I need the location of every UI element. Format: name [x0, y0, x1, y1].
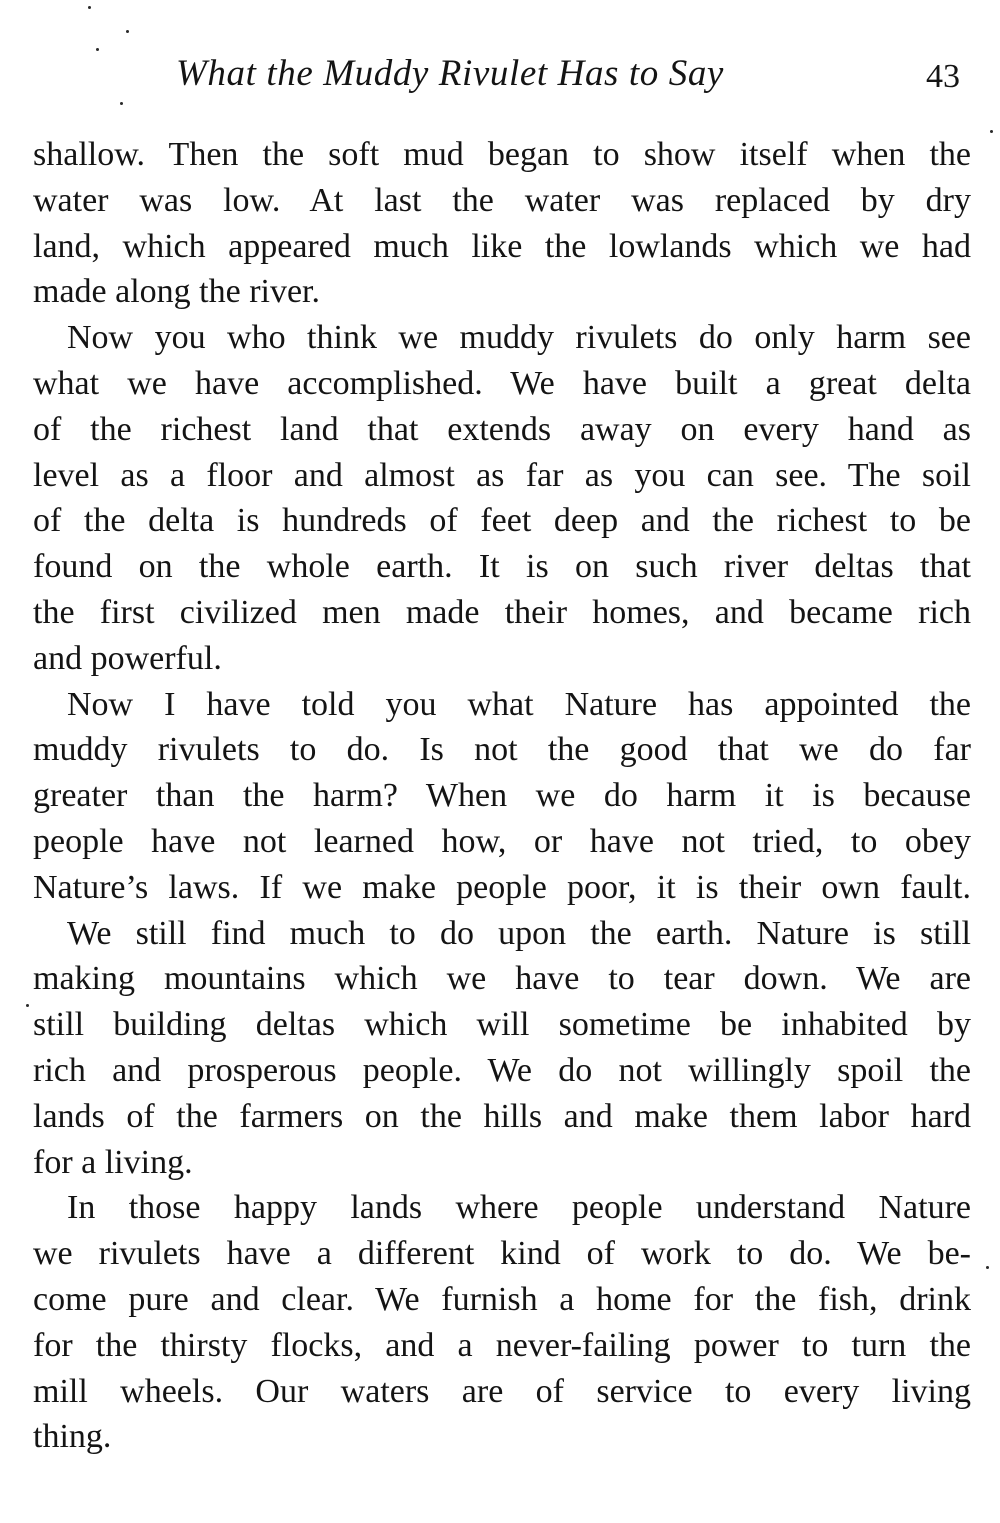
text-line: mill wheels. Our waters are of service to every living — [33, 1372, 971, 1410]
text-line: water was low. At last the water was replaced by dry — [33, 181, 971, 219]
print-speck — [88, 6, 91, 9]
text-line: shallow. Then the soft mud began to show itself when the — [33, 136, 971, 173]
paragraph-3 — [33, 682, 971, 911]
text-line: greater than the harm? When we do harm it is because — [33, 777, 971, 815]
text-line: of the richest land that extends away on every hand as — [33, 410, 971, 448]
text-line: We still find much to do upon the earth. Nature is still — [67, 914, 971, 952]
paragraph-4 — [33, 911, 971, 1186]
text-line: come pure and clear. We furnish a home for the fish, drink — [33, 1280, 971, 1318]
text-line: land, which appeared much like the lowlands which we had — [33, 227, 971, 265]
text-line: rich and prosperous people. We do not willingly spoil the — [33, 1051, 971, 1089]
print-speck — [986, 1266, 989, 1269]
running-title: What the Muddy Rivulet Has to Say — [176, 53, 724, 94]
text-line: making mountains which we have to tear down. We are — [33, 960, 971, 998]
text-line: level as a floor and almost as far as you can see. The soil — [33, 456, 971, 494]
page-number: 43 — [926, 58, 960, 95]
text-line: thing. — [33, 1418, 112, 1456]
text-line: still building deltas which will sometime be inhabited by — [33, 1006, 971, 1044]
text-line: the first civilized men made their homes, and became rich — [33, 593, 971, 631]
text-line: made along the river. — [33, 273, 321, 311]
print-speck — [990, 130, 993, 133]
text-line: Nature’s laws. If we make people poor, it is their own fault. — [33, 868, 971, 906]
print-speck — [96, 48, 99, 51]
paragraph-2 — [33, 315, 971, 681]
text-line: people have not learned how, or have not tried, to obey — [33, 822, 971, 860]
text-line: found on the whole earth. It is on such river deltas that — [33, 548, 971, 586]
text-line: muddy rivulets to do. Is not the good that we do far — [33, 731, 971, 769]
text-line: for a living. — [33, 1143, 193, 1181]
text-line: what we have accomplished. We have built a great delta — [33, 364, 971, 402]
print-speck — [120, 102, 123, 105]
body-text — [33, 132, 971, 1460]
text-line: Now you who think we muddy rivulets do only harm see — [67, 319, 971, 357]
text-line: In those happy lands where people understand Nature — [67, 1189, 971, 1227]
text-line: lands of the farmers on the hills and make them labor hard — [33, 1097, 971, 1135]
text-line: Now I have told you what Nature has appointed the — [67, 685, 971, 723]
text-line: of the delta is hundreds of feet deep and the richest to be — [33, 502, 971, 540]
paragraph-5 — [33, 1185, 971, 1460]
text-line: for the thirsty flocks, and a never-failing power to turn the — [33, 1326, 971, 1364]
text-line: we rivulets have a different kind of work to do. We be- — [33, 1235, 971, 1273]
paragraph-1 — [33, 132, 971, 315]
print-speck — [126, 30, 129, 33]
running-head — [0, 52, 1000, 102]
text-line: and powerful. — [33, 639, 222, 677]
print-speck — [26, 1004, 29, 1007]
